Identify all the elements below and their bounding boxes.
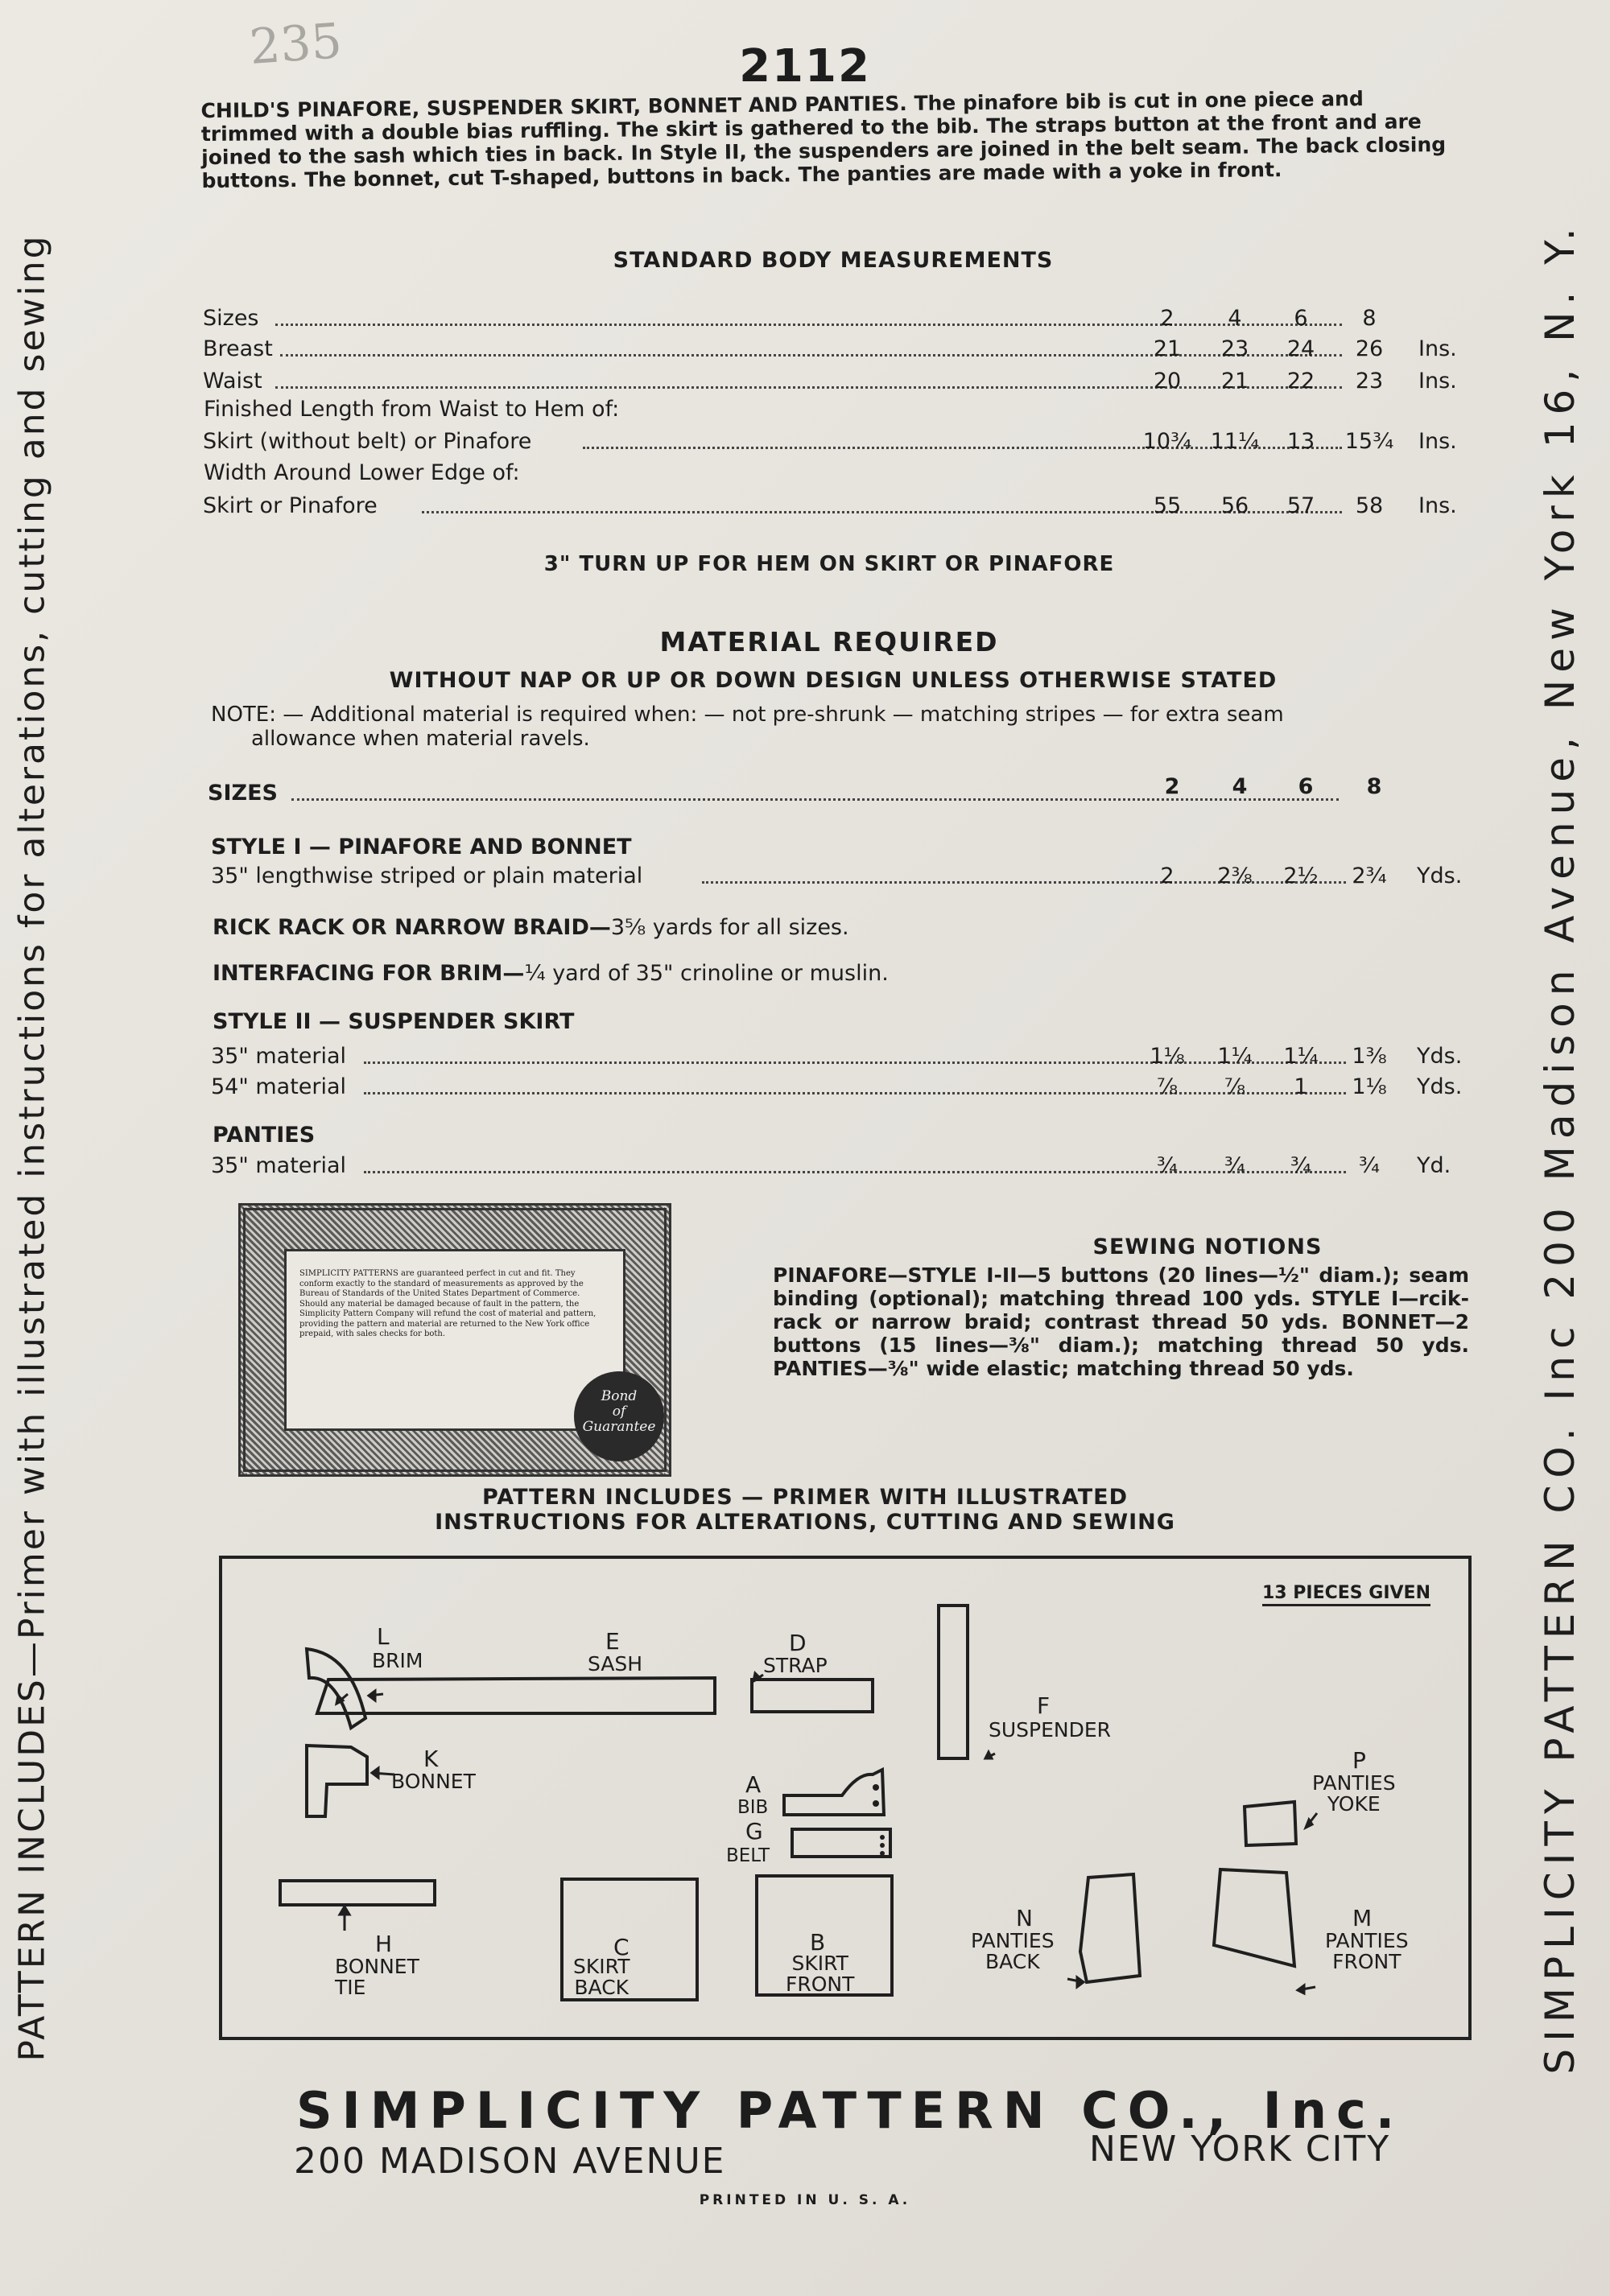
piece-name-line: BACK bbox=[574, 1976, 630, 1999]
length-value: 13 bbox=[1286, 429, 1315, 454]
size-value: 4 bbox=[1232, 774, 1248, 799]
yardage-value: 1¼ bbox=[1283, 1044, 1319, 1069]
piece-name-line: BONNET bbox=[335, 1955, 419, 1978]
row-label: Sizes bbox=[203, 306, 259, 331]
piece-letter: K bbox=[423, 1746, 439, 1772]
length-value: 10¾ bbox=[1142, 429, 1192, 454]
rick-rack-text: 3⅝ yards for all sizes. bbox=[610, 915, 849, 940]
size-value: 2 bbox=[1164, 774, 1180, 799]
interfacing-line bbox=[213, 961, 889, 986]
piece-name: SUSPENDER bbox=[989, 1718, 1112, 1742]
pattern-includes-line: PATTERN INCLUDES — PRIMER WITH ILLUSTRATED bbox=[481, 1485, 1129, 1510]
piece-name bbox=[335, 1956, 419, 1998]
guarantee-seal bbox=[574, 1371, 664, 1461]
piece-name-line: FRONT bbox=[1332, 1950, 1402, 1973]
yardage-value: ¾ bbox=[1224, 1153, 1246, 1178]
piece-letter: E bbox=[605, 1628, 620, 1655]
bonnet-tie-piece bbox=[280, 1881, 435, 1905]
yardage-value: 2 bbox=[1160, 864, 1174, 888]
measurements-waist-row bbox=[203, 365, 1467, 395]
piece-name-line: SKIRT bbox=[573, 1955, 630, 1978]
row-label: Waist bbox=[203, 369, 262, 394]
unit-label: Ins. bbox=[1418, 336, 1457, 361]
piece-name bbox=[573, 1956, 630, 1998]
notions-text: PINAFORE—STYLE I-II—5 buttons (20 lines—½" diam.); seam binding (optional); matching thread 100 yds. STYLE I—rcik-rack or narrow braid; contrast thread 50 yds. BONNET—2 buttons (15 lines—⅜" diam.); matching thread 50 yds. PANTIES—⅜" wide elastic; matching thread 50 yds. bbox=[773, 1263, 1469, 1380]
width-value: 57 bbox=[1286, 493, 1315, 518]
unit-label: Ins. bbox=[1418, 369, 1457, 394]
waist-value: 21 bbox=[1220, 369, 1249, 394]
piece-letter: H bbox=[375, 1931, 393, 1957]
strap-piece bbox=[752, 1680, 873, 1712]
pattern-pieces-diagram bbox=[219, 1556, 1472, 2040]
piece-letter: M bbox=[1352, 1905, 1373, 1931]
width-value: 55 bbox=[1153, 493, 1182, 518]
piece-name-line: BACK bbox=[985, 1950, 1040, 1973]
row-label: 35" material bbox=[211, 1153, 347, 1178]
belt-piece bbox=[792, 1829, 890, 1857]
piece-letter: F bbox=[1037, 1692, 1051, 1719]
breast-value: 21 bbox=[1153, 336, 1182, 361]
rick-rack-label: RICK RACK OR NARROW BRAID— bbox=[213, 915, 611, 940]
unit-label: Ins. bbox=[1418, 493, 1457, 518]
material-note bbox=[211, 703, 1475, 751]
pieces-count: 13 PIECES GIVEN bbox=[1262, 1583, 1430, 1606]
piece-letter: C bbox=[613, 1934, 630, 1960]
measurements-length-row bbox=[203, 425, 1467, 455]
piece-name: BRIM bbox=[372, 1649, 423, 1672]
yardage-value: ¾ bbox=[1358, 1153, 1381, 1178]
size-value: 8 bbox=[1366, 774, 1382, 799]
bib-piece bbox=[784, 1770, 884, 1815]
yardage-value: 1⅛ bbox=[1352, 1074, 1387, 1099]
row-label: SIZES bbox=[208, 781, 278, 806]
pattern-includes bbox=[0, 1485, 1610, 1535]
unit-label: Yd. bbox=[1417, 1153, 1451, 1178]
suspender-piece bbox=[939, 1606, 968, 1758]
waist-value: 22 bbox=[1286, 369, 1315, 394]
piece-name: BELT bbox=[726, 1845, 770, 1866]
interfacing-label: INTERFACING FOR BRIM— bbox=[213, 961, 525, 986]
left-margin-text: PATTERN INCLUDES—Primer with illustrated instructions for alterations, cutting and sewing bbox=[11, 233, 53, 2062]
seal-text: of bbox=[612, 1404, 626, 1420]
interfacing-text: ¼ yard of 35" crinoline or muslin. bbox=[524, 961, 889, 986]
waist-value: 23 bbox=[1355, 369, 1384, 394]
unit-label: Yds. bbox=[1417, 864, 1463, 888]
seal-text: Bond bbox=[601, 1388, 638, 1404]
yardage-value: 1¼ bbox=[1217, 1044, 1253, 1069]
row-label: 54" material bbox=[211, 1074, 347, 1099]
piece-letter: P bbox=[1352, 1747, 1366, 1774]
breast-value: 23 bbox=[1220, 336, 1249, 361]
rick-rack-line bbox=[213, 915, 849, 940]
panties-front-piece bbox=[1214, 1869, 1294, 1966]
material-title: MATERIAL REQUIRED bbox=[659, 626, 999, 657]
piece-letter: B bbox=[810, 1929, 826, 1956]
material-sizes-row bbox=[208, 774, 1472, 807]
length-heading: Finished Length from Waist to Hem of: bbox=[204, 397, 620, 422]
piece-name-line: PANTIES bbox=[1325, 1929, 1409, 1952]
company-address: 200 MADISON AVENUE bbox=[294, 2141, 726, 2182]
style1-heading: STYLE I — PINAFORE AND BONNET bbox=[211, 835, 632, 859]
piece-name-line: PANTIES bbox=[971, 1929, 1055, 1952]
piece-letter: L bbox=[377, 1623, 390, 1650]
note-line: NOTE: — Additional material is required when: — not pre-shrunk — matching stripes — for extra seam bbox=[211, 703, 1284, 727]
brim-piece bbox=[307, 1649, 365, 1728]
hem-note: 3" TURN UP FOR HEM ON SKIRT OR PINAFORE bbox=[543, 552, 1115, 576]
waist-value: 20 bbox=[1153, 369, 1182, 394]
panties-heading: PANTIES bbox=[213, 1123, 316, 1148]
piece-name: SASH bbox=[588, 1652, 643, 1676]
size-value: 6 bbox=[1298, 774, 1314, 799]
piece-name bbox=[1325, 1931, 1409, 1972]
piece-letter: D bbox=[789, 1630, 807, 1656]
pattern-description: CHILD'S PINAFORE, SUSPENDER SKIRT, BONNET AND PANTIES. The pinafore bib is cut in one piece and trimmed with a double bias ruffling. The skirt is gathered to the bib. The straps button at the front and are joined to the sash which ties in back. In Style II, the suspenders are joined in the belt seam. The back closing buttons. The bonnet, cut T-shaped, buttons in back. The panties are made with a yoke in front. bbox=[200, 87, 1447, 193]
piece-letter: A bbox=[745, 1771, 762, 1798]
piece-name-line: FRONT bbox=[786, 1972, 855, 1996]
style1-row bbox=[211, 859, 1475, 890]
row-label: Skirt (without belt) or Pinafore bbox=[203, 429, 532, 454]
length-value: 15¾ bbox=[1344, 429, 1394, 454]
breast-value: 24 bbox=[1286, 336, 1315, 361]
yardage-value: ¾ bbox=[1156, 1153, 1179, 1178]
row-label: Skirt or Pinafore bbox=[203, 493, 378, 518]
style2-54-row bbox=[211, 1070, 1475, 1101]
measurements-title: STANDARD BODY MEASUREMENTS bbox=[613, 248, 1054, 273]
row-label: 35" material bbox=[211, 1044, 347, 1069]
size-value: 2 bbox=[1160, 306, 1174, 331]
measurements-width-row bbox=[203, 489, 1467, 520]
piece-name-line: YOKE bbox=[1327, 1792, 1381, 1816]
piece-letter: G bbox=[745, 1818, 763, 1845]
piece-name bbox=[971, 1931, 1055, 1972]
yardage-value: ⅞ bbox=[1156, 1074, 1179, 1099]
yardage-value: 1⅛ bbox=[1150, 1044, 1185, 1069]
breast-value: 26 bbox=[1355, 336, 1384, 361]
panties-yoke-piece bbox=[1245, 1802, 1296, 1845]
guarantee-text: SIMPLICITY PATTERNS are guaranteed perfect in cut and fit. They conform exactly to the standard of measurements as approved by the Bureau of Standards of the United States Department of Commerce. Should any material be damaged because of fault in the pattern, the Simplicity Pattern Company will refund the cost of material and pattern, providing the pattern and material are returned to the New York office prepaid, with sales checks for both. bbox=[299, 1269, 597, 1338]
unit-label: Yds. bbox=[1417, 1044, 1463, 1069]
piece-name-line: TIE bbox=[335, 1976, 366, 1999]
piece-name-line: SKIRT bbox=[791, 1952, 848, 1975]
piece-name: STRAP bbox=[763, 1654, 828, 1677]
row-label: Breast bbox=[203, 336, 273, 361]
yardage-value: 2½ bbox=[1283, 864, 1319, 888]
width-value: 56 bbox=[1220, 493, 1249, 518]
yardage-value: 1 bbox=[1294, 1074, 1308, 1099]
width-value: 58 bbox=[1355, 493, 1384, 518]
panties-back-piece bbox=[1080, 1874, 1140, 1982]
style2-heading: STYLE II — SUSPENDER SKIRT bbox=[213, 1009, 575, 1034]
unit-label: Yds. bbox=[1417, 1074, 1463, 1099]
yardage-value: 2⅜ bbox=[1217, 864, 1253, 888]
company-name: SIMPLICITY PATTERN CO., Inc. bbox=[296, 2081, 1405, 2140]
yardage-value: ¾ bbox=[1290, 1153, 1312, 1178]
pencil-mark: 235 bbox=[247, 13, 344, 76]
style2-35-row bbox=[211, 1040, 1475, 1070]
right-margin-text: SIMPLICITY PATTERN CO. Inc 200 Madison Avenue, New York 16, N. Y. bbox=[1537, 221, 1583, 2075]
yardage-value: 2¾ bbox=[1352, 864, 1387, 888]
size-value: 6 bbox=[1294, 306, 1308, 331]
material-subtitle: WITHOUT NAP OR UP OR DOWN DESIGN UNLESS OTHERWISE STATED bbox=[389, 668, 1278, 693]
size-value: 8 bbox=[1362, 306, 1377, 331]
pattern-includes-line: INSTRUCTIONS FOR ALTERATIONS, CUTTING AND SEWING bbox=[435, 1510, 1175, 1535]
piece-name bbox=[1312, 1773, 1396, 1815]
width-heading: Width Around Lower Edge of: bbox=[204, 460, 520, 485]
measurements-sizes-row bbox=[203, 302, 1467, 332]
printed-in: PRINTED IN U. S. A. bbox=[699, 2192, 911, 2208]
company-city: NEW YORK CITY bbox=[1089, 2129, 1391, 2170]
piece-letter: N bbox=[1016, 1905, 1033, 1931]
unit-label: Ins. bbox=[1418, 429, 1457, 454]
size-value: 4 bbox=[1228, 306, 1242, 331]
row-label: 35" lengthwise striped or plain material bbox=[211, 864, 643, 888]
panties-row bbox=[211, 1149, 1475, 1180]
yardage-value: ⅞ bbox=[1224, 1074, 1246, 1099]
pattern-number: 2112 bbox=[739, 40, 871, 93]
piece-name: BONNET bbox=[391, 1770, 476, 1793]
piece-name-line: PANTIES bbox=[1312, 1771, 1396, 1795]
note-line: allowance when material ravels. bbox=[251, 727, 590, 751]
bonnet-piece bbox=[307, 1746, 367, 1816]
notions-title: SEWING NOTIONS bbox=[1092, 1235, 1323, 1259]
measurements-breast-row bbox=[203, 332, 1467, 363]
yardage-value: 1⅜ bbox=[1352, 1044, 1387, 1069]
piece-name bbox=[786, 1953, 854, 1995]
piece-name: BIB bbox=[737, 1797, 769, 1818]
seal-text: Guarantee bbox=[582, 1419, 656, 1435]
length-value: 11¼ bbox=[1210, 429, 1260, 454]
guarantee-certificate bbox=[238, 1203, 671, 1477]
